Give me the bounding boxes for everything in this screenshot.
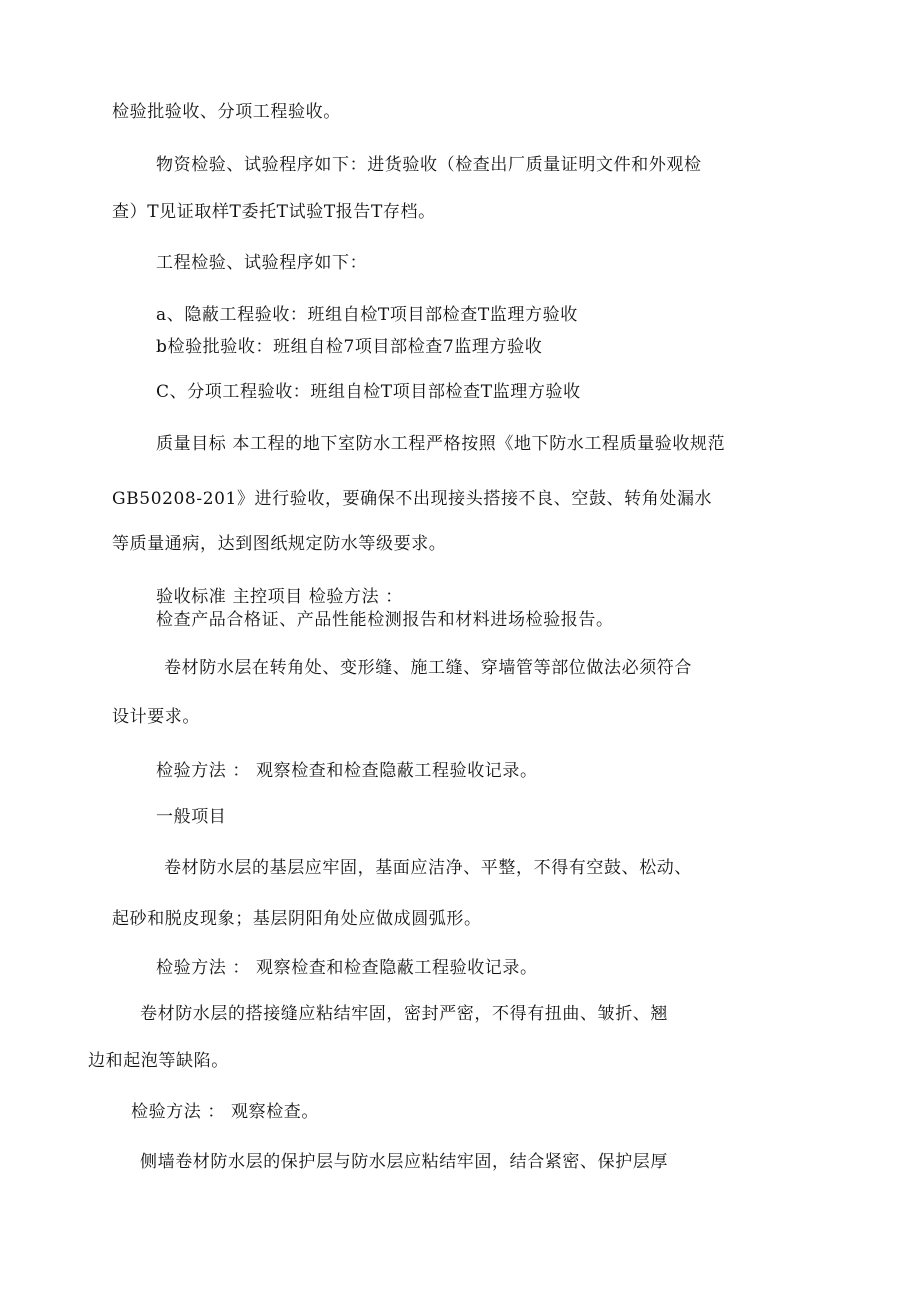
text-line: 卷材防水层在转角处、变形缝、施工缝、穿墙管等部位做法必须符合 <box>164 658 692 678</box>
text-line: 质量目标 本工程的地下室防水工程严格按照《地下防水工程质量验收规范 <box>156 434 726 454</box>
text-line: 侧墙卷材防水层的保护层与防水层应粘结牢固，结合紧密、保护层厚 <box>140 1152 668 1172</box>
text-line: C、分项工程验收：班组自检T项目部检查T监理方验收 <box>156 382 581 402</box>
text-line: GB50208-201》进行验收，要确保不出现接头搭接不良、空鼓、转角处漏水 <box>112 489 713 509</box>
text-line: 检验方法 ： 观察检查。 <box>131 1102 320 1122</box>
text-line: 验收标准 主控项目 检验方法 ： <box>156 587 403 607</box>
text-line: 检验批验收、分项工程验收。 <box>112 102 341 122</box>
text-line: 工程检验、试验程序如下： <box>156 253 368 273</box>
text-line: a、隐蔽工程验收：班组自检T项目部检查T监理方验收 <box>156 305 578 325</box>
text-line: 检验方法 ： 观察检查和检查隐蔽工程验收记录。 <box>156 958 538 978</box>
text-line: 卷材防水层的基层应牢固，基面应洁净、平整，不得有空鼓、松动、 <box>164 858 692 878</box>
text-line: b检验批验收：班组自检7项目部检查7监理方验收 <box>156 337 543 357</box>
text-line: 边和起泡等缺陷。 <box>88 1051 229 1071</box>
text-line: 卷材防水层的搭接缝应粘结牢固，密封严密，不得有扭曲、皱折、翘 <box>140 1004 668 1024</box>
text-line: 检验方法 ： 观察检查和检查隐蔽工程验收记录。 <box>156 761 538 781</box>
text-line: 设计要求。 <box>112 707 200 727</box>
text-line: 起砂和脱皮现象；基层阴阳角处应做成圆弧形。 <box>112 909 482 929</box>
text-line: 查）T见证取样T委托T试验T报告T存档。 <box>112 202 436 222</box>
text-line: 物资检验、试验程序如下：进货验收（检查出厂质量证明文件和外观检 <box>156 155 702 175</box>
text-line: 等质量通病，达到图纸规定防水等级要求。 <box>112 534 447 554</box>
text-line: 一般项目 <box>156 807 227 827</box>
text-line: 检查产品合格证、产品性能检测报告和材料进场检验报告。 <box>156 610 614 630</box>
